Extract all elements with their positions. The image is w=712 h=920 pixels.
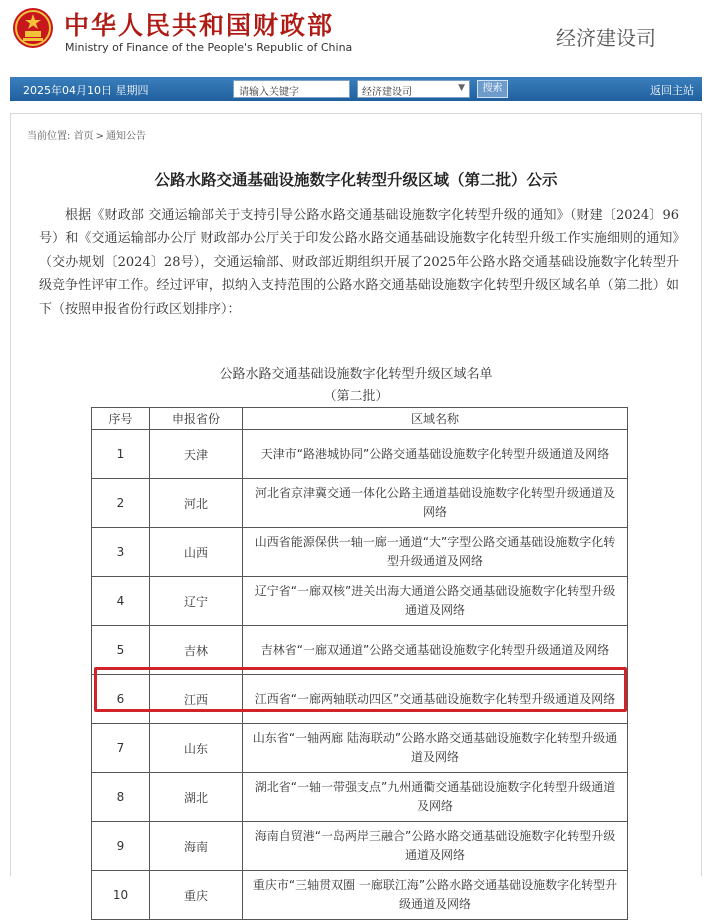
row-region-name: 山西省能源保供一轴一廊一通道“大”字型公路交通基础设施数字化转型升级通道及网络	[243, 528, 628, 577]
row-province: 海南	[150, 822, 243, 871]
row-region-name: 辽宁省“一廊双核”进关出海大通道公路交通基础设施数字化转型升级通道及网络	[243, 577, 628, 626]
row-region-name: 江西省“一廊两轴联动四区”交通基础设施数字化转型升级通道及网络	[243, 675, 628, 724]
row-region-name: 山东省“一轴两廊 陆海联动”公路水路交通基础设施数字化转型升级通道及网络	[243, 724, 628, 773]
table-row	[92, 871, 628, 920]
row-no: 10	[92, 871, 150, 920]
table-row	[92, 577, 628, 626]
search-scope-select[interactable]	[357, 80, 470, 98]
row-province: 吉林	[150, 626, 243, 675]
row-no: 6	[92, 675, 150, 724]
table-row	[92, 430, 628, 479]
table-row	[92, 724, 628, 773]
breadcrumb	[27, 127, 146, 142]
row-no: 3	[92, 528, 150, 577]
row-region-name: 河北省京津冀交通一体化公路主通道基础设施数字化转型升级通道及网络	[243, 479, 628, 528]
row-region-name: 海南自贸港“一岛两岸三融合”公路水路交通基础设施数字化转型升级通道及网络	[243, 822, 628, 871]
search-input[interactable]: 请输入关键字	[233, 80, 350, 98]
top-nav-bar	[10, 77, 702, 101]
header-no: 序号	[92, 408, 150, 430]
table-row	[92, 479, 628, 528]
article-title: 公路水路交通基础设施数字化转型升级区域（第二批）公示	[154, 171, 558, 189]
row-region-name: 天津市“路港城协同”公路交通基础设施数字化转型升级通道及网络	[243, 430, 628, 479]
table-row	[92, 822, 628, 871]
row-province: 重庆	[150, 871, 243, 920]
row-province: 河北	[150, 479, 243, 528]
site-title-cn[interactable]: 中华人民共和国财政部	[64, 11, 335, 40]
row-region-name: 湖北省“一轴一带强支点”九州通衢交通基础设施数字化转型升级通道及网络	[243, 773, 628, 822]
chevron-down-icon: ▼	[458, 83, 465, 93]
row-province: 辽宁	[150, 577, 243, 626]
search-scope-value: 经济建设司	[362, 87, 412, 98]
site-header	[0, 0, 712, 68]
row-no: 2	[92, 479, 150, 528]
row-no: 8	[92, 773, 150, 822]
section-name[interactable]: 经济建设司	[556, 26, 656, 50]
breadcrumb-label: 当前位置:	[27, 131, 71, 142]
row-no: 7	[92, 724, 150, 773]
row-province: 山东	[150, 724, 243, 773]
row-province: 湖北	[150, 773, 243, 822]
table-row	[92, 773, 628, 822]
breadcrumb-notices[interactable]: 通知公告	[105, 131, 146, 142]
article-panel	[10, 113, 702, 911]
row-region-name: 吉林省“一廊双通道”公路交通基础设施数字化转型升级通道及网络	[243, 626, 628, 675]
row-province: 江西	[150, 675, 243, 724]
header-region-name: 区域名称	[243, 408, 628, 430]
table-header-row	[92, 408, 628, 430]
row-no: 9	[92, 822, 150, 871]
highlight-box	[94, 667, 627, 712]
table-row	[92, 528, 628, 577]
article-paragraph: 根据《财政部 交通运输部关于支持引导公路水路交通基础设施数字化转型升级的通知》（财建〔2024〕96号）和《交通运输部办公厅 财政部办公厅关于印发公路水路交通基础设施数字化转型升级工作实施细则的通知》（交办规划〔2024〕28号），交通运输部、财政部近期组织开展了2025年公路水路交通基础设施数字化转型升级竞争性评审工作。经过评审，拟纳入支持范围的公路水路交通基础设施数字化转型升级区域名单（第二批）如下（按照申报省份行政区划排序）：	[39, 208, 679, 317]
return-home-link[interactable]: 返回主站	[650, 84, 694, 97]
header-province: 申报省份	[150, 408, 243, 430]
table-caption: 公路水路交通基础设施数字化转型升级区域名单	[219, 367, 493, 382]
row-no: 1	[92, 430, 150, 479]
row-province: 天津	[150, 430, 243, 479]
row-province: 山西	[150, 528, 243, 577]
row-region-name: 重庆市“三轴贯双圈 一廊联江海”公路水路交通基础设施数字化转型升级通道及网络	[243, 871, 628, 920]
row-no: 4	[92, 577, 150, 626]
current-date: 2025年04月10日 星期四	[23, 84, 149, 97]
search-button[interactable]: 搜索	[477, 80, 508, 98]
table-subcaption: （第二批）	[323, 389, 389, 404]
national-emblem-icon	[12, 7, 54, 49]
row-no: 5	[92, 626, 150, 675]
breadcrumb-home[interactable]: 首页	[73, 131, 94, 142]
site-title-en: Ministry of Finance of the People's Republic of China	[65, 41, 353, 54]
region-list-table	[91, 407, 628, 920]
breadcrumb-separator: >	[95, 131, 104, 142]
